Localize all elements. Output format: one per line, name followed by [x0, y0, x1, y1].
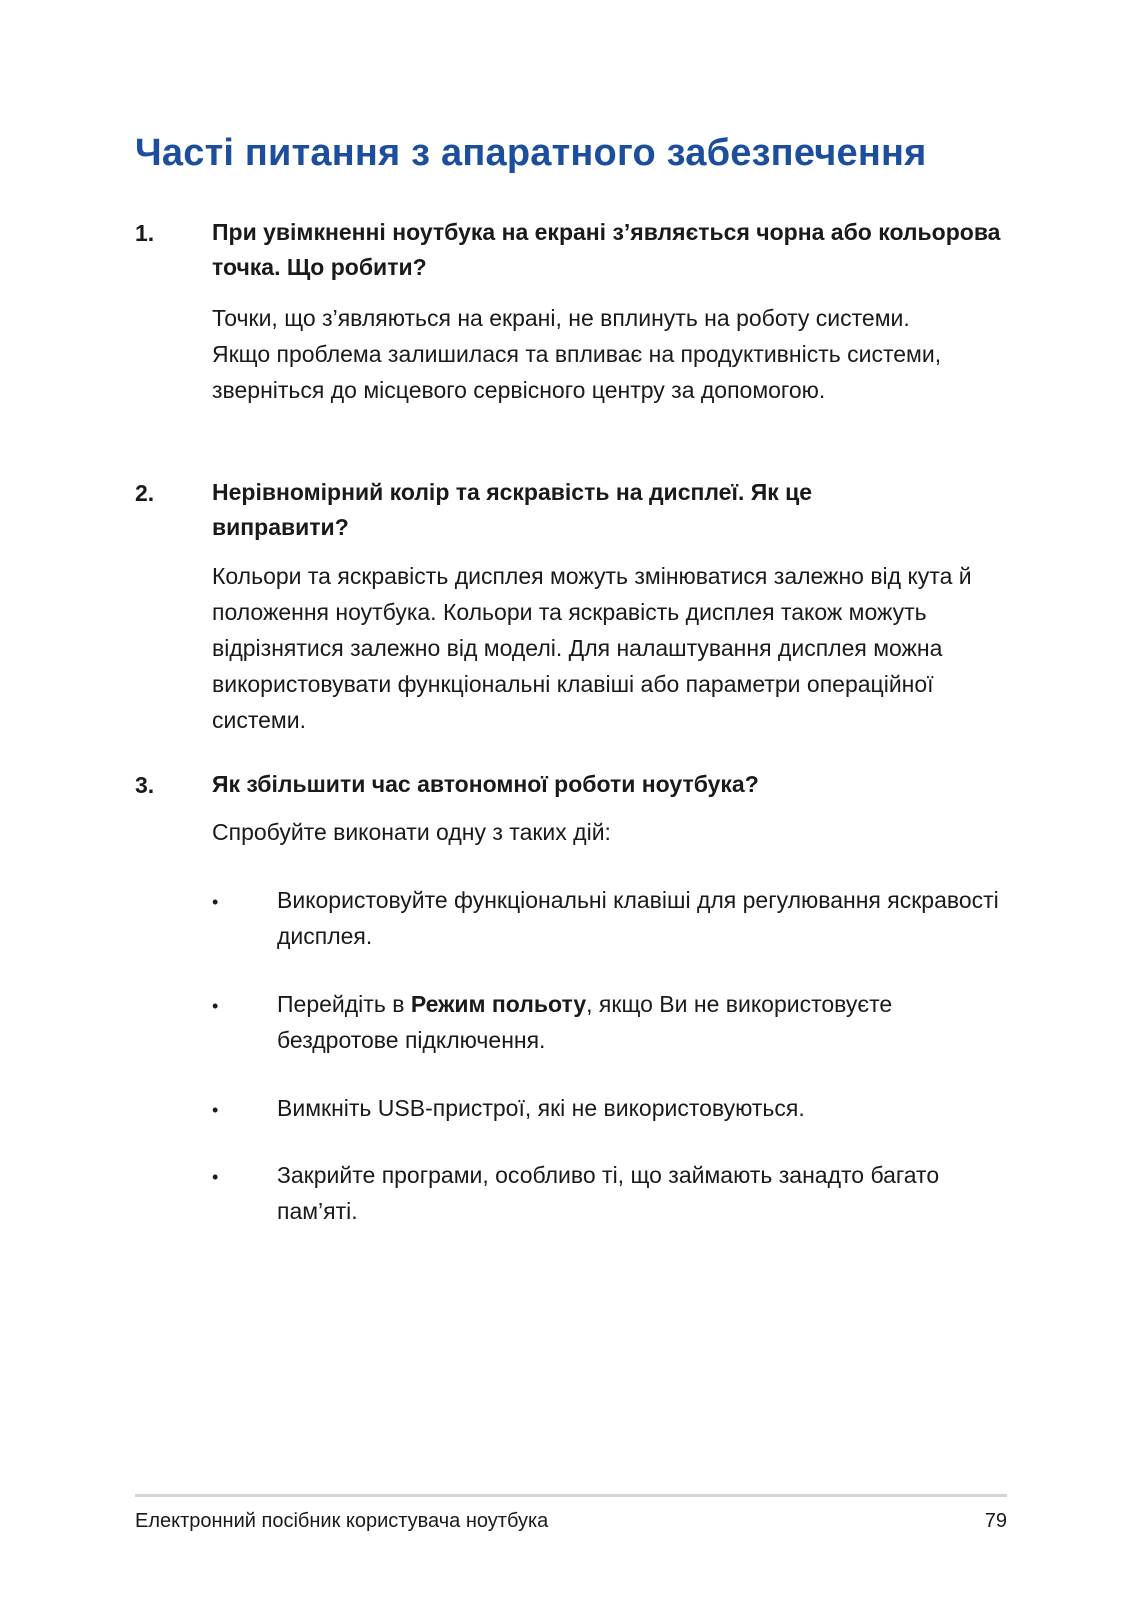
page-title: Часті питання з апаратного забезпечення: [135, 132, 927, 174]
question-1-text: При увімкненні ноутбука на екрані з’являється чорна або кольорова точка. Що робити?: [212, 219, 1001, 280]
bullet-icon: •: [212, 1100, 219, 1120]
footer-manual-title: Електронний посібник користувача ноутбука: [135, 1510, 549, 1532]
bullet-icon: •: [212, 892, 219, 912]
bullet-item-2-suffix: , якщо Ви не використовуєте бездротове підключення.: [277, 991, 893, 1053]
question-3-number: 3.: [135, 772, 155, 798]
bullet-item-3: Вимкніть USB-пристрої, які не використовуються.: [277, 1095, 805, 1121]
question-1-number: 1.: [135, 220, 155, 246]
answer-3-intro: Спробуйте виконати одну з таких дій:: [212, 819, 611, 845]
bullet-item-4: Закрийте програми, особливо ті, що займають занадто багато пам’яті.: [277, 1162, 940, 1224]
bullet-item-1: Використовуйте функціональні клавіші для регулювання яскравості дисплея.: [277, 887, 999, 949]
bullet-item-2-prefix: Перейдіть в: [277, 991, 411, 1017]
question-2-text: Нерівномірний колір та яскравість на дисплеї. Як це виправити?: [212, 479, 813, 540]
bullet-icon: •: [212, 1167, 219, 1187]
page-number: 79: [984, 1510, 1007, 1532]
question-2-number: 2.: [135, 480, 155, 506]
question-3-text: Як збільшити час автономної роботи ноутбука?: [212, 771, 759, 797]
answer-2-text: Кольори та яскравість дисплея можуть змінюватися залежно від кута й положення ноутбука. Кольори та яскравість дисплея також можуть відрізнятися залежно від моделі. Для налаштування дисплея можна використовувати функціональні клавіші або параметри операційної системи.: [212, 563, 972, 733]
bullet-icon: •: [212, 996, 219, 1016]
answer-1-text: Точки, що з’являються на екрані, не вплинуть на роботу системи. Якщо проблема залишилася та впливає на продуктивність системи, зверніться до місцевого сервісного центру за допомогою.: [212, 305, 942, 403]
footer-divider: [135, 1494, 1007, 1497]
bullet-item-2: [277, 986, 1017, 1058]
airplane-mode-label: Режим польоту: [410, 991, 587, 1017]
